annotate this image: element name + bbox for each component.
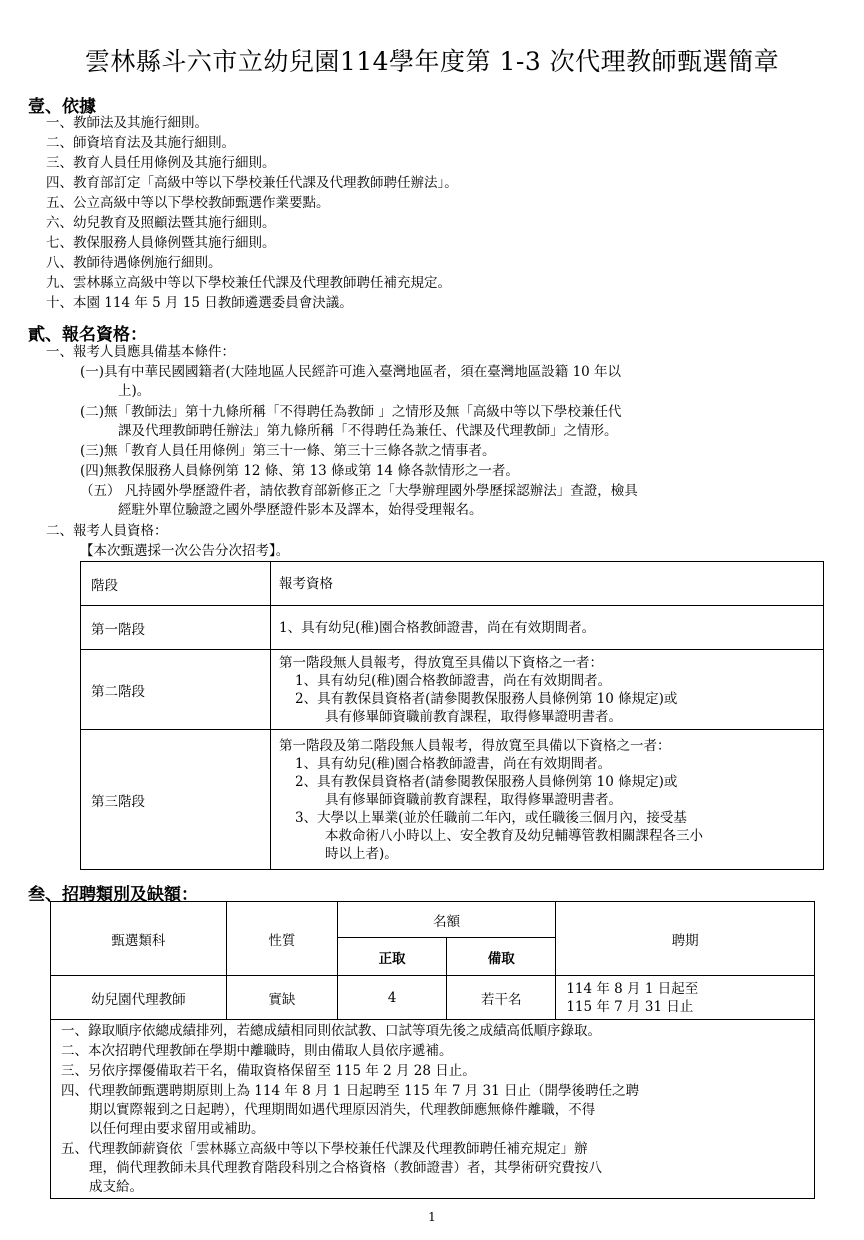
eligibility-subheading: 一、報考人員應具備基本條件： bbox=[46, 344, 235, 360]
header-quota: 名額 bbox=[337, 902, 555, 938]
qualification-line: 本救命術八小時以上、安全教育及幼兒輔導管教相關課程各三小 bbox=[325, 827, 703, 844]
qualification-line: 2、具有教保員資格者(請參閱教保服務人員條例第 10 條規定)或 bbox=[295, 690, 678, 707]
basis-item: 一、教師法及其施行細則。 bbox=[46, 115, 208, 131]
backup-count-cell: 若干名 bbox=[447, 976, 556, 1020]
section-heading-basis: 壹、依據 bbox=[28, 97, 96, 117]
condition-line: 經駐外單位驗證之國外學歷證件影本及譯本，始得受理報名。 bbox=[118, 502, 483, 518]
stage-cell: 第三階段 bbox=[81, 730, 271, 870]
note-line: 成支給。 bbox=[89, 1179, 143, 1195]
table-header-qualification: 報考資格 bbox=[271, 562, 824, 606]
notice-text: 【本次甄選採一次公告分次招考】。 bbox=[80, 543, 290, 559]
stage-cell: 第二階段 bbox=[81, 650, 271, 730]
stage-cell: 第一階段 bbox=[81, 606, 271, 650]
header-main-admission: 正取 bbox=[337, 938, 446, 976]
page-number: 1 bbox=[428, 1210, 436, 1224]
note-line: 一、錄取順序依總成績排列，若總成績相同則依試教、口試等項先後之成績高低順序錄取。 bbox=[61, 1023, 601, 1039]
table-header-stage: 階段 bbox=[81, 562, 271, 606]
basis-item: 七、教保服務人員條例暨其施行細則。 bbox=[46, 235, 276, 251]
condition-line: (三)無「教育人員任用條例」第三十一條、第三十三條各款之情事者。 bbox=[80, 443, 496, 459]
qualification-line: 1、具有幼兒(稚)園合格教師證書，尚在有效期間者。 bbox=[279, 619, 596, 636]
note-line: 三、另依序擇優備取若干名，備取資格保留至 115 年 2 月 28 日止。 bbox=[61, 1063, 476, 1079]
notes-box bbox=[50, 1019, 815, 1199]
condition-line: 上)。 bbox=[118, 383, 151, 399]
note-line: 理，倘代理教師未具代理教育階段科別之合格資格（教師證書）者，其學術研究費按八 bbox=[89, 1160, 602, 1176]
header-subject: 甄選類科 bbox=[51, 902, 227, 976]
basis-item: 三、教育人員任用條例及其施行細則。 bbox=[46, 155, 276, 171]
qualification-line: 第一階段無人員報考，得放寬至具備以下資格之一者： bbox=[279, 654, 603, 671]
qualification-line: 時以上者)。 bbox=[325, 845, 398, 862]
subject-cell: 幼兒園代理教師 bbox=[51, 976, 227, 1020]
basis-item: 六、幼兒教育及照顧法暨其施行細則。 bbox=[46, 215, 276, 231]
basis-item: 五、公立高級中等以下學校教師甄選作業要點。 bbox=[46, 195, 330, 211]
section-heading-recruitment: 叁、招聘類別及缺額： bbox=[28, 885, 198, 905]
note-line: 期以實際報到之日起聘），代理期間如遇代理原因消失，代理教師應無條件離職，不得 bbox=[89, 1102, 596, 1118]
period-start: 114 年 8 月 1 日起至 bbox=[566, 980, 699, 997]
qualification-line: 1、具有幼兒(稚)園合格教師證書，尚在有效期間者。 bbox=[295, 755, 612, 772]
table-row bbox=[51, 976, 815, 1020]
note-line: 四、代理教師甄選聘期原則上為 114 年 8 月 1 日起聘至 115 年 7 月 31 日止（開學後聘任之聘 bbox=[61, 1083, 639, 1099]
period-cell bbox=[556, 976, 815, 1020]
condition-line: 課及代理教師聘任辦法」第九條所稱「不得聘任為兼任、代課及代理教師」之情形。 bbox=[118, 423, 618, 439]
section-heading-eligibility: 貳、報名資格： bbox=[28, 325, 147, 345]
table-row bbox=[81, 650, 824, 730]
header-backup-admission: 備取 bbox=[447, 938, 556, 976]
condition-line: (二)無「教師法」第十九條所稱「不得聘任為教師 」之情形及無「高級中等以下學校兼任代 bbox=[80, 404, 622, 420]
page-title: 雲林縣斗六市立幼兒園114學年度第 1-3 次代理教師甄選簡章 bbox=[84, 47, 780, 76]
qualification-line: 3、大學以上畢業(並於任職前二年內，或任職後三個月內，接受基 bbox=[295, 809, 687, 826]
recruitment-table bbox=[50, 901, 815, 1020]
condition-line: （五） 凡持國外學歷證件者，請依教育部新修正之「大學辦理國外學歷採認辦法」查證，檢具 bbox=[80, 483, 638, 499]
header-nature: 性質 bbox=[226, 902, 337, 976]
note-line: 以任何理由要求留用或補助。 bbox=[89, 1121, 265, 1137]
main-count-cell: 4 bbox=[337, 976, 446, 1020]
note-line: 五、代理教師薪資依「雲林縣立高級中等以下學校兼任代課及代理教師聘任補充規定」辦 bbox=[61, 1141, 588, 1157]
note-line: 二、本次招聘代理教師在學期中離職時，則由備取人員依序遞補。 bbox=[61, 1043, 453, 1059]
eligibility-subheading: 二、報考人員資格： bbox=[46, 523, 168, 539]
qualification-line: 具有修畢師資職前教育課程，取得修畢證明書者。 bbox=[325, 708, 622, 725]
qualification-cell bbox=[271, 730, 824, 870]
qualification-line: 第一階段及第二階段無人員報考，得放寬至具備以下資格之一者： bbox=[279, 737, 671, 754]
condition-line: (四)無教保服務人員條例第 12 條、第 13 條或第 14 條各款情形之一者。 bbox=[80, 463, 519, 479]
nature-cell: 實缺 bbox=[226, 976, 337, 1020]
qualification-line: 具有修畢師資職前教育課程，取得修畢證明書者。 bbox=[325, 791, 622, 808]
basis-item: 十、本園 114 年 5 月 15 日教師遴選委員會決議。 bbox=[46, 295, 353, 311]
basis-item: 二、師資培育法及其施行細則。 bbox=[46, 135, 235, 151]
qualification-line: 1、具有幼兒(稚)園合格教師證書，尚在有效期間者。 bbox=[295, 672, 612, 689]
table-row bbox=[81, 730, 824, 870]
basis-item: 八、教師待遇條例施行細則。 bbox=[46, 255, 222, 271]
qualification-table bbox=[80, 561, 824, 870]
table-row bbox=[81, 606, 824, 650]
condition-line: (一)具有中華民國國籍者(大陸地區人民經許可進入臺灣地區者，須在臺灣地區設籍 10 年以 bbox=[80, 364, 622, 380]
header-period: 聘期 bbox=[556, 902, 815, 976]
table-row bbox=[51, 902, 815, 938]
qualification-cell bbox=[271, 606, 824, 650]
qualification-line: 2、具有教保員資格者(請參閱教保服務人員條例第 10 條規定)或 bbox=[295, 773, 678, 790]
qualification-cell bbox=[271, 650, 824, 730]
table-row bbox=[81, 562, 824, 606]
period-end: 115 年 7 月 31 日止 bbox=[566, 998, 694, 1015]
basis-item: 九、雲林縣立高級中等以下學校兼任代課及代理教師聘任補充規定。 bbox=[46, 275, 451, 291]
basis-item: 四、教育部訂定「高級中等以下學校兼任代課及代理教師聘任辦法」。 bbox=[46, 175, 458, 191]
